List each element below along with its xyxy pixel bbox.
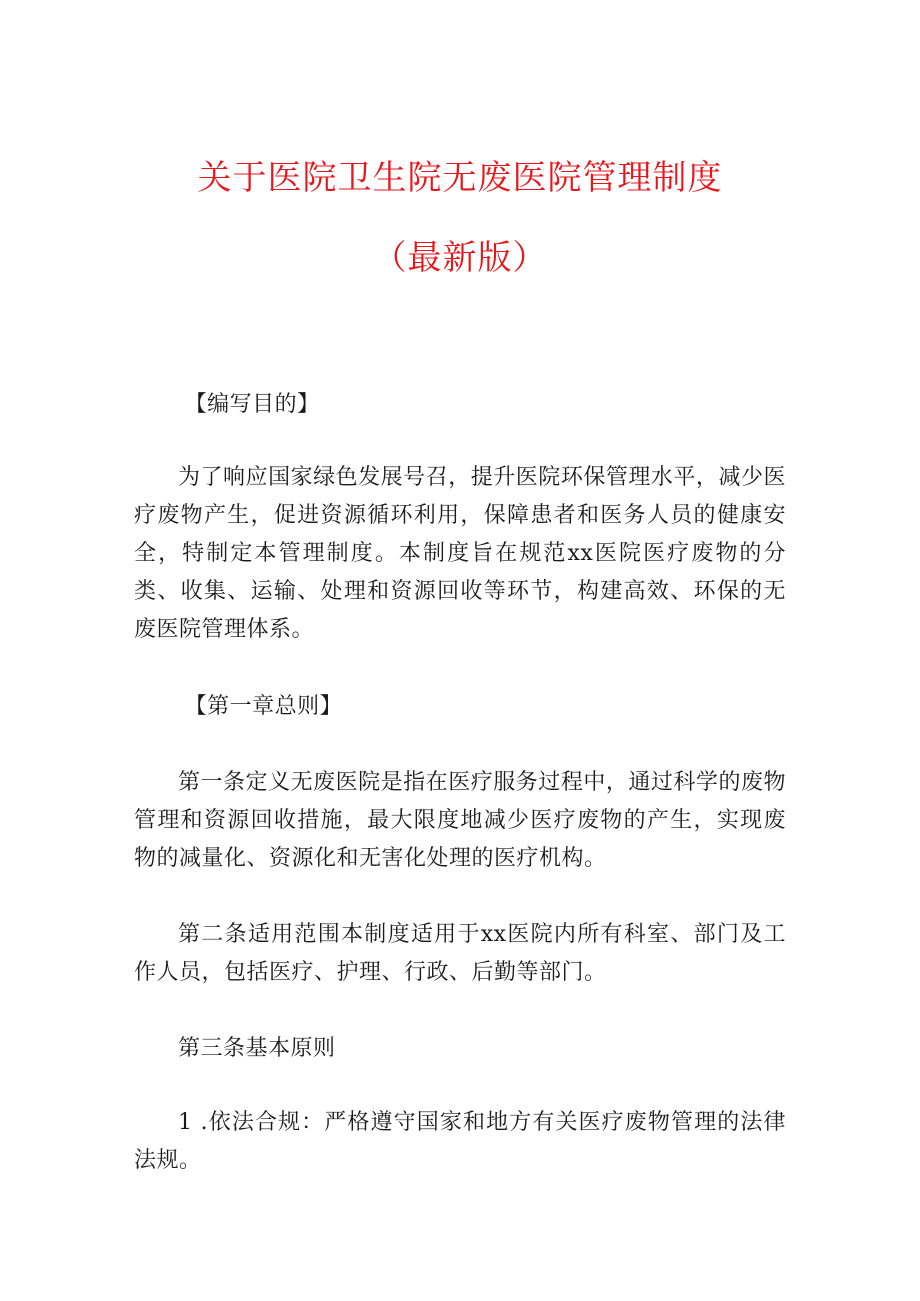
document-subtitle: （最新版） (372, 238, 548, 278)
article2-paragraph: 第二条适用范围本制度适用于xx医院内所有科室、部门及工作人员，包括医疗、护理、行政、后勤等部门。 (134, 922, 786, 985)
article3-item1-paragraph: 1 .依法合规：严格遵守国家和地方有关医疗废物管理的法律法规。 (134, 1110, 786, 1173)
purpose-paragraph: 为了响应国家绿色发展号召，提升医院环保管理水平，减少医疗废物产生，促进资源循环利用，保障患者和医务人员的健康安全，特制定本管理制度。本制度旨在规范xx医院医疗废物的分类、收集、运输、处理和资源回收等环节，构建高效、环保的无废医院管理体系。 (134, 465, 786, 642)
purpose-heading: 【编写目的】 (184, 392, 320, 417)
chapter1-heading: 【第一章总则】 (184, 694, 343, 719)
document-title: 关于医院卫生院无废医院管理制度 (197, 158, 723, 198)
article3-heading: 第三条基本原则 (178, 1036, 336, 1061)
article1-paragraph: 第一条定义无废医院是指在医疗服务过程中，通过科学的废物管理和资源回收措施，最大限度地减少医疗废物的产生，实现废物的减量化、资源化和无害化处理的医疗机构。 (134, 770, 786, 871)
